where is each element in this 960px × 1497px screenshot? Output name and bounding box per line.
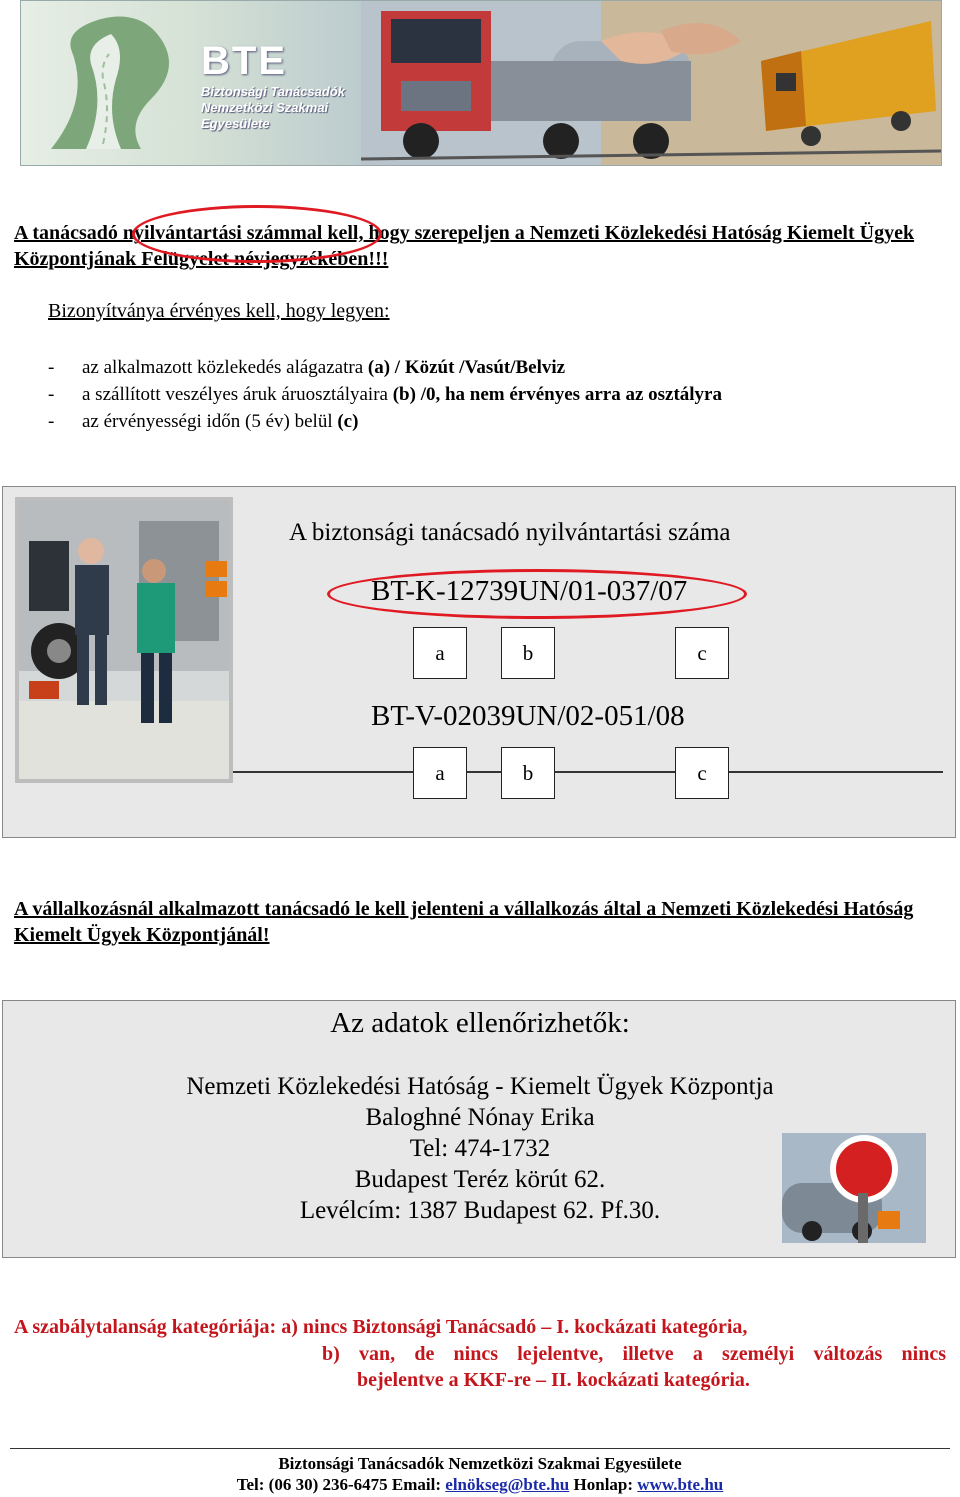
authority-name: Nemzeti Közlekedési Hatóság - Kiemelt Ügyek Központja (186, 1073, 774, 1100)
label-box-b: b (501, 747, 555, 799)
road-logo-icon (31, 9, 181, 159)
logo-title: BTE (201, 39, 287, 83)
inspection-photo (15, 497, 233, 783)
irregularity-line-1: A szabálytalanság kategóriája: a) nincs Biztonsági Tanácsadó – I. kockázati kategória, (14, 1316, 748, 1338)
footer-web-label: Honlap: (569, 1475, 638, 1494)
inspectors-truck-image (19, 501, 229, 779)
list-text-bold: (b) /0, ha nem érvényes arra az osztályra (392, 384, 722, 405)
contact-address: Budapest Teréz körút 62. (354, 1166, 606, 1193)
logo-subtitle-2: Nemzetközi Szakmai (201, 100, 329, 115)
contact-mail-address: Levélcím: 1387 Budapest 62. Pf.30. (299, 1197, 661, 1224)
list-item (48, 408, 722, 435)
header-banner (20, 0, 942, 166)
report-note: A vállalkozásnál alkalmazott tanácsadó le kell jelenteni a vállalkozás által a Nemzeti Közlekedési Hatóság Kiemelt Ügyek Központjánál! (14, 898, 914, 946)
label-box-a: a (413, 627, 467, 679)
stop-sign-photo (782, 1133, 926, 1243)
footer-divider (10, 1448, 950, 1449)
registration-warning: A tanácsadó nyilvántartási számmal kell, hogy szerepeljen a Nemzeti Közlekedési Hatóság Kiemelt Ügyek Központjának Felügyelet névjegyzékében!!! (14, 222, 915, 270)
logo-subtitle-1: Biztonsági Tanácsadók (201, 84, 345, 99)
registration-title: A biztonsági tanácsadó nyilvántartási száma (289, 519, 731, 546)
validity-list (48, 354, 722, 435)
footer-contact (0, 1475, 960, 1495)
list-item (48, 354, 722, 381)
label-box-a: a (413, 747, 467, 799)
list-dash: - (48, 384, 55, 405)
highlight-ring-1 (132, 205, 382, 263)
validity-heading: Bizonyítványa érvényes kell, hogy legyen: (48, 300, 390, 322)
list-text: az alkalmazott közlekedés alágazatra (82, 357, 368, 378)
list-dash: - (48, 411, 55, 432)
footer-web-link[interactable]: www.bte.hu (637, 1475, 724, 1494)
registration-code-2: BT-V-02039UN/02-051/08 (371, 700, 685, 732)
stop-sign-icon (782, 1133, 926, 1243)
list-text-bold: (a) / Közút /Vasút/Belviz (367, 357, 566, 378)
truck-handshake-train-image (361, 1, 941, 166)
contact-phone: Tel: 474-1732 (409, 1135, 551, 1162)
verification-panel (2, 1000, 956, 1258)
logo-subtitle-3: Egyesülete (201, 116, 270, 131)
footer-org: Biztonsági Tanácsadók Nemzetközi Szakmai Egyesülete (278, 1454, 682, 1473)
irregularity-line-2: b) van, de nincs lejelentve, illetve a személyi változás nincs (322, 1343, 946, 1365)
footer-email-link[interactable]: elnökseg@bte.hu (445, 1475, 570, 1494)
list-text: az érvényességi időn (5 év) belül (82, 411, 338, 432)
contact-person: Baloghné Nónay Erika (365, 1104, 595, 1131)
registration-number-panel (2, 486, 956, 838)
list-text: a szállított veszélyes áruk áruosztályaira (82, 384, 393, 405)
label-box-c: c (675, 627, 729, 679)
label-box-b: b (501, 627, 555, 679)
highlight-ring-2 (327, 569, 747, 619)
verification-heading: Az adatok ellenőrizhetők: (330, 1007, 630, 1039)
registration-code-1: BT-K-12739UN/01-037/07 (371, 575, 688, 607)
bte-logo (201, 39, 345, 132)
irregularity-line-3: bejelentve a KKF-re – II. kockázati kategória. (357, 1369, 750, 1391)
list-item (48, 381, 722, 408)
footer-tel-label: Tel: (06 30) 236-6475 Email: (236, 1475, 446, 1494)
list-dash: - (48, 357, 55, 378)
label-box-c: c (675, 747, 729, 799)
list-text-bold: (c) (337, 411, 359, 432)
